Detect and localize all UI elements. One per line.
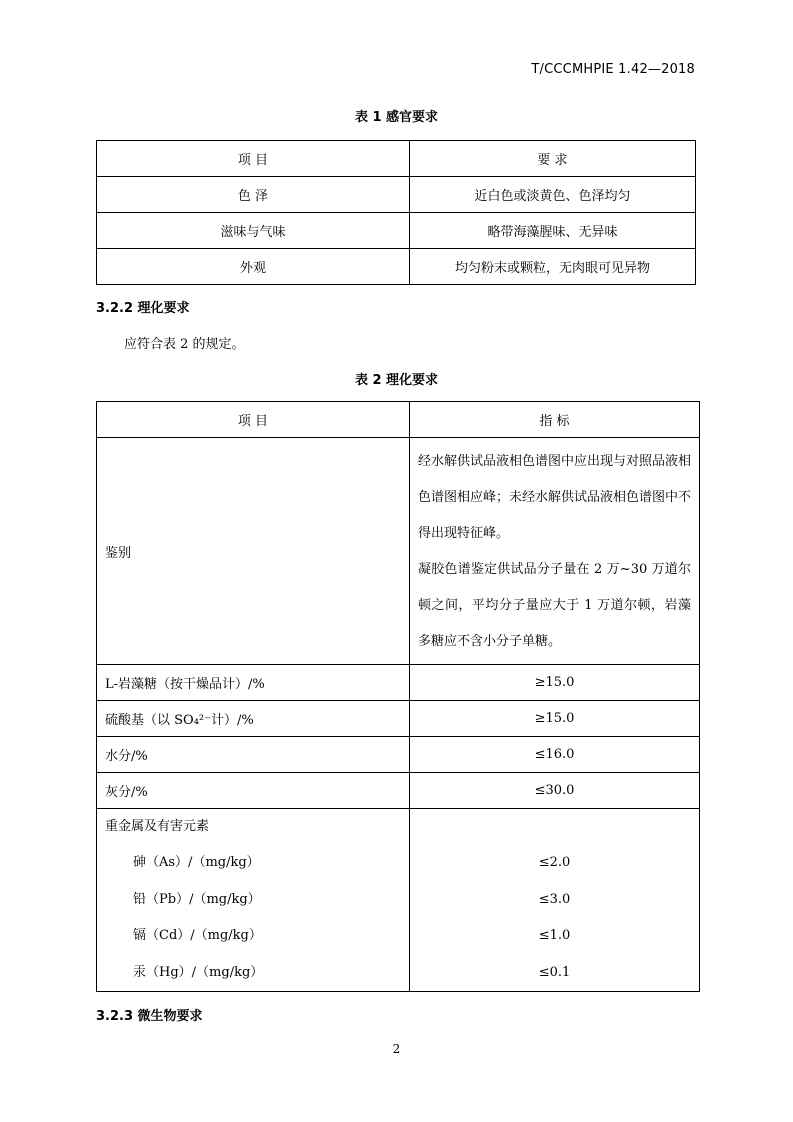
item-cell: 灰分/% [97, 773, 410, 809]
identification-text-2: 凝胶色谱鉴定供试品分子量在 2 万~30 万道尔顿之间，平均分子量应大于 1 万道尔顿，岩藻多糖应不含小分子单糖。 [418, 562, 691, 649]
value-cell: ≥15.0 [410, 665, 700, 701]
table1-caption: 表 1 感官要求 [354, 110, 439, 125]
heavy-metals-values [410, 809, 700, 992]
table-row [97, 737, 700, 773]
table-row [97, 773, 700, 809]
heavy-metals-items [97, 809, 410, 992]
value-cell: ≤30.0 [410, 773, 700, 809]
table-header-row [97, 141, 696, 177]
heavy-metals-blank [410, 809, 699, 845]
table-row [97, 438, 700, 665]
identification-label: 鉴别 [97, 438, 410, 665]
table-row [97, 701, 700, 737]
arsenic-value: ≤2.0 [538, 855, 571, 871]
lead-label: 铅（Pb）/（mg/kg） [133, 891, 261, 907]
lead-value: ≤3.0 [538, 891, 571, 907]
item-cell: L-岩藻糖（按干燥品计）/% [97, 665, 410, 701]
value-cell: ≥15.0 [410, 701, 700, 737]
table-row [97, 213, 696, 249]
item-cell: 色 泽 [97, 177, 410, 213]
physicochemical-requirements-table [96, 401, 700, 992]
section-heading-3-2-3: 3.2.3 微生物要求 [96, 1009, 203, 1024]
table-header-row [97, 402, 700, 438]
item-cell: 外观 [97, 249, 410, 285]
table-row [97, 809, 700, 992]
body-paragraph: 应符合表 2 的规定。 [124, 337, 245, 352]
mercury-value: ≤0.1 [538, 964, 571, 980]
header-indicator: 指 标 [410, 402, 700, 438]
requirement-cell: 近白色或淡黄色、色泽均匀 [410, 177, 696, 213]
page-number: 2 [392, 1042, 401, 1056]
table-row [97, 665, 700, 701]
mercury-label: 汞（Hg）/（mg/kg） [133, 964, 264, 980]
table-row [97, 177, 696, 213]
requirement-cell: 均匀粉末或颗粒，无肉眼可见异物 [410, 249, 696, 285]
document-code: T/CCCMHPIE 1.42—2018 [531, 62, 695, 77]
header-item: 项 目 [97, 141, 410, 177]
table-row [97, 249, 696, 285]
header-item: 项 目 [97, 402, 410, 438]
requirement-cell: 略带海藻腥味、无异味 [410, 213, 696, 249]
cadmium-label: 镉（Cd）/（mg/kg） [133, 928, 262, 944]
identification-text-1: 经水解供试品液相色谱图中应出现与对照品液相色谱图相应峰；未经水解供试品液相色谱图中不得出现特征峰。 [418, 454, 692, 541]
sensory-requirements-table [96, 140, 696, 285]
table2-caption: 表 2 理化要求 [354, 373, 439, 388]
item-cell: 水分/% [97, 737, 410, 773]
header-requirement: 要 求 [410, 141, 696, 177]
arsenic-label: 砷（As）/（mg/kg） [133, 855, 260, 871]
heavy-metals-label: 重金属及有害元素 [105, 819, 210, 834]
identification-requirement [410, 438, 700, 665]
value-cell: ≤16.0 [410, 737, 700, 773]
cadmium-value: ≤1.0 [538, 928, 571, 944]
section-heading-3-2-2: 3.2.2 理化要求 [96, 301, 190, 316]
item-cell: 硫酸基（以 SO₄²⁻计）/% [97, 701, 410, 737]
item-cell: 滋味与气味 [97, 213, 410, 249]
